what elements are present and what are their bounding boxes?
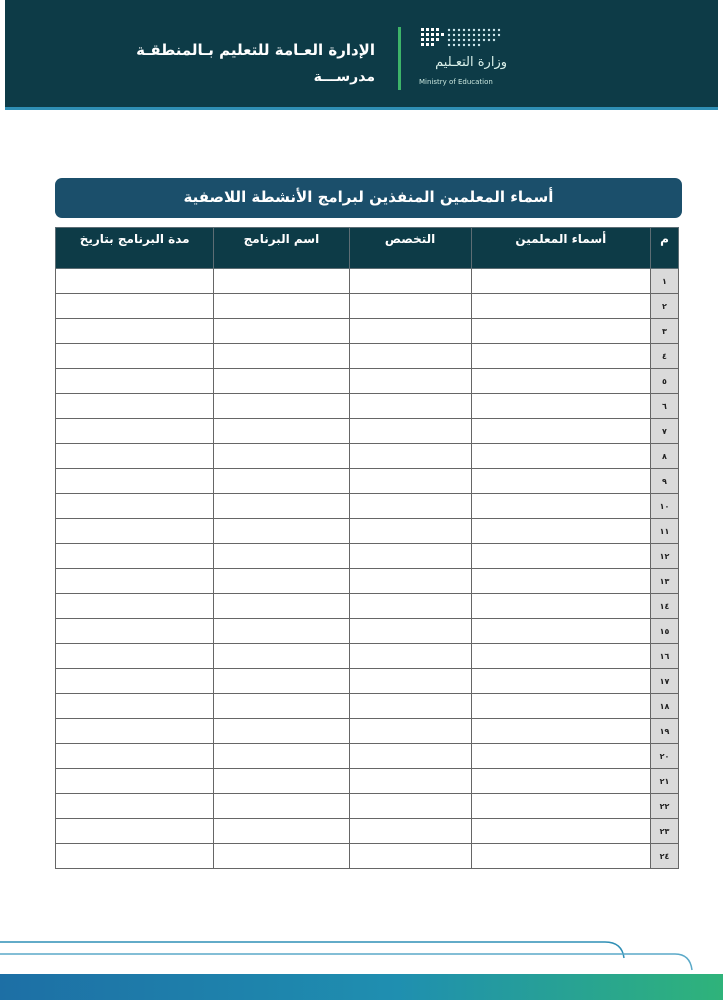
row-number-cell: ٧: [650, 419, 678, 444]
teacher-name-cell[interactable]: [471, 494, 650, 519]
table-row: [56, 594, 679, 619]
specialization-cell[interactable]: [349, 369, 471, 394]
row-number-cell: ٣: [650, 319, 678, 344]
column-header-program-duration: مدة البرنامج بتاريخ: [56, 228, 214, 269]
specialization-cell[interactable]: [349, 844, 471, 869]
program-name-cell[interactable]: [214, 369, 349, 394]
row-number-cell: ٦: [650, 394, 678, 419]
program-name-cell[interactable]: [214, 544, 349, 569]
ministry-name-en: Ministry of Education: [419, 78, 493, 86]
teachers-table: [55, 227, 679, 869]
teacher-name-cell[interactable]: [471, 694, 650, 719]
table-row: [56, 319, 679, 344]
column-header-number: م: [650, 228, 678, 269]
teacher-name-cell[interactable]: [471, 769, 650, 794]
table-row: [56, 544, 679, 569]
specialization-cell[interactable]: [349, 644, 471, 669]
header-divider: [398, 27, 401, 90]
teacher-name-cell[interactable]: [471, 344, 650, 369]
row-number-cell: ١٩: [650, 719, 678, 744]
row-number-cell: ١٧: [650, 669, 678, 694]
table-row: [56, 419, 679, 444]
teacher-name-cell[interactable]: [471, 519, 650, 544]
ministry-name-ar: وزارة التعـليم: [435, 55, 507, 70]
program-duration-cell[interactable]: [56, 619, 214, 644]
program-duration-cell[interactable]: [56, 569, 214, 594]
table-row: [56, 469, 679, 494]
program-name-cell[interactable]: [214, 844, 349, 869]
program-duration-cell[interactable]: [56, 594, 214, 619]
specialization-cell[interactable]: [349, 319, 471, 344]
table-row: [56, 794, 679, 819]
teacher-name-cell[interactable]: [471, 419, 650, 444]
program-name-cell[interactable]: [214, 494, 349, 519]
teacher-name-cell[interactable]: [471, 469, 650, 494]
specialization-cell[interactable]: [349, 494, 471, 519]
specialization-cell[interactable]: [349, 294, 471, 319]
table-row: [56, 494, 679, 519]
program-duration-cell[interactable]: [56, 519, 214, 544]
table-body: [56, 269, 679, 869]
admin-title: الإدارة العـامة للتعليم بـالمنطقـة: [136, 41, 375, 59]
page-header: [5, 0, 718, 110]
row-number-cell: ٢٣: [650, 819, 678, 844]
teacher-name-cell[interactable]: [471, 719, 650, 744]
row-number-cell: ٥: [650, 369, 678, 394]
teacher-name-cell[interactable]: [471, 294, 650, 319]
specialization-cell[interactable]: [349, 269, 471, 294]
table-row: [56, 619, 679, 644]
program-duration-cell[interactable]: [56, 469, 214, 494]
program-name-cell[interactable]: [214, 344, 349, 369]
program-duration-cell[interactable]: [56, 844, 214, 869]
teacher-name-cell[interactable]: [471, 569, 650, 594]
program-name-cell[interactable]: [214, 319, 349, 344]
program-duration-cell[interactable]: [56, 394, 214, 419]
row-number-cell: ١: [650, 269, 678, 294]
row-number-cell: ٢٤: [650, 844, 678, 869]
row-number-cell: ١٤: [650, 594, 678, 619]
table-row: [56, 369, 679, 394]
specialization-cell[interactable]: [349, 719, 471, 744]
school-label: مدرســـة: [313, 69, 375, 85]
program-duration-cell[interactable]: [56, 819, 214, 844]
column-header-specialization: التخصص: [349, 228, 471, 269]
program-name-cell[interactable]: [214, 594, 349, 619]
program-name-cell[interactable]: [214, 519, 349, 544]
row-number-cell: ١٨: [650, 694, 678, 719]
program-duration-cell[interactable]: [56, 694, 214, 719]
program-duration-cell[interactable]: [56, 369, 214, 394]
row-number-cell: ١١: [650, 519, 678, 544]
page-title: أسماء المعلمين المنفذين لبرامج الأنشطة اللاصفية: [55, 178, 682, 218]
program-name-cell[interactable]: [214, 569, 349, 594]
specialization-cell[interactable]: [349, 594, 471, 619]
specialization-cell[interactable]: [349, 519, 471, 544]
specialization-cell[interactable]: [349, 744, 471, 769]
specialization-cell[interactable]: [349, 444, 471, 469]
program-duration-cell[interactable]: [56, 444, 214, 469]
specialization-cell[interactable]: [349, 619, 471, 644]
teacher-name-cell[interactable]: [471, 544, 650, 569]
program-duration-cell[interactable]: [56, 794, 214, 819]
table-row: [56, 744, 679, 769]
specialization-cell[interactable]: [349, 419, 471, 444]
table-row: [56, 669, 679, 694]
specialization-cell[interactable]: [349, 544, 471, 569]
teacher-name-cell[interactable]: [471, 844, 650, 869]
specialization-cell[interactable]: [349, 344, 471, 369]
program-duration-cell[interactable]: [56, 644, 214, 669]
table-row: [56, 519, 679, 544]
program-name-cell[interactable]: [214, 269, 349, 294]
teacher-name-cell[interactable]: [471, 744, 650, 769]
program-duration-cell[interactable]: [56, 294, 214, 319]
program-name-cell[interactable]: [214, 444, 349, 469]
teacher-name-cell[interactable]: [471, 794, 650, 819]
program-duration-cell[interactable]: [56, 319, 214, 344]
teacher-name-cell[interactable]: [471, 369, 650, 394]
table-row: [56, 569, 679, 594]
specialization-cell[interactable]: [349, 569, 471, 594]
table-row: [56, 644, 679, 669]
program-name-cell[interactable]: [214, 694, 349, 719]
table-row: [56, 444, 679, 469]
specialization-cell[interactable]: [349, 394, 471, 419]
footer-decoration: [0, 930, 723, 1000]
program-name-cell[interactable]: [214, 719, 349, 744]
teacher-name-cell[interactable]: [471, 394, 650, 419]
program-name-cell[interactable]: [214, 769, 349, 794]
program-name-cell[interactable]: [214, 294, 349, 319]
table-row: [56, 344, 679, 369]
program-name-cell[interactable]: [214, 469, 349, 494]
teacher-name-cell[interactable]: [471, 594, 650, 619]
table-row: [56, 719, 679, 744]
row-number-cell: ١٦: [650, 644, 678, 669]
column-header-teacher-names: أسماء المعلمين: [471, 228, 650, 269]
row-number-cell: ٢٢: [650, 794, 678, 819]
column-header-program-name: اسم البرنامج: [214, 228, 349, 269]
row-number-cell: ١٢: [650, 544, 678, 569]
row-number-cell: ٩: [650, 469, 678, 494]
row-number-cell: ٢١: [650, 769, 678, 794]
specialization-cell[interactable]: [349, 669, 471, 694]
table-header-row: [56, 228, 679, 269]
teacher-name-cell[interactable]: [471, 819, 650, 844]
program-duration-cell[interactable]: [56, 544, 214, 569]
program-duration-cell[interactable]: [56, 344, 214, 369]
specialization-cell[interactable]: [349, 694, 471, 719]
program-duration-cell[interactable]: [56, 669, 214, 694]
row-number-cell: ٢٠: [650, 744, 678, 769]
program-name-cell[interactable]: [214, 394, 349, 419]
row-number-cell: ٢: [650, 294, 678, 319]
table-row: [56, 269, 679, 294]
specialization-cell[interactable]: [349, 769, 471, 794]
row-number-cell: ٤: [650, 344, 678, 369]
teacher-name-cell[interactable]: [471, 269, 650, 294]
program-duration-cell[interactable]: [56, 269, 214, 294]
specialization-cell[interactable]: [349, 794, 471, 819]
program-name-cell[interactable]: [214, 819, 349, 844]
program-duration-cell[interactable]: [56, 744, 214, 769]
table-row: [56, 844, 679, 869]
program-name-cell[interactable]: [214, 794, 349, 819]
row-number-cell: ١٣: [650, 569, 678, 594]
program-duration-cell[interactable]: [56, 769, 214, 794]
table-row: [56, 819, 679, 844]
admin-block: [135, 40, 375, 87]
teacher-name-cell[interactable]: [471, 669, 650, 694]
teacher-name-cell[interactable]: [471, 644, 650, 669]
program-duration-cell[interactable]: [56, 494, 214, 519]
specialization-cell[interactable]: [349, 469, 471, 494]
teacher-name-cell[interactable]: [471, 319, 650, 344]
row-number-cell: ٨: [650, 444, 678, 469]
teacher-name-cell[interactable]: [471, 619, 650, 644]
specialization-cell[interactable]: [349, 819, 471, 844]
program-name-cell[interactable]: [214, 744, 349, 769]
table-row: [56, 694, 679, 719]
row-number-cell: ١٠: [650, 494, 678, 519]
program-duration-cell[interactable]: [56, 419, 214, 444]
program-duration-cell[interactable]: [56, 719, 214, 744]
table-row: [56, 294, 679, 319]
program-name-cell[interactable]: [214, 419, 349, 444]
row-number-cell: ١٥: [650, 619, 678, 644]
program-name-cell[interactable]: [214, 644, 349, 669]
program-name-cell[interactable]: [214, 669, 349, 694]
teacher-name-cell[interactable]: [471, 444, 650, 469]
program-name-cell[interactable]: [214, 619, 349, 644]
table-row: [56, 769, 679, 794]
table-row: [56, 394, 679, 419]
